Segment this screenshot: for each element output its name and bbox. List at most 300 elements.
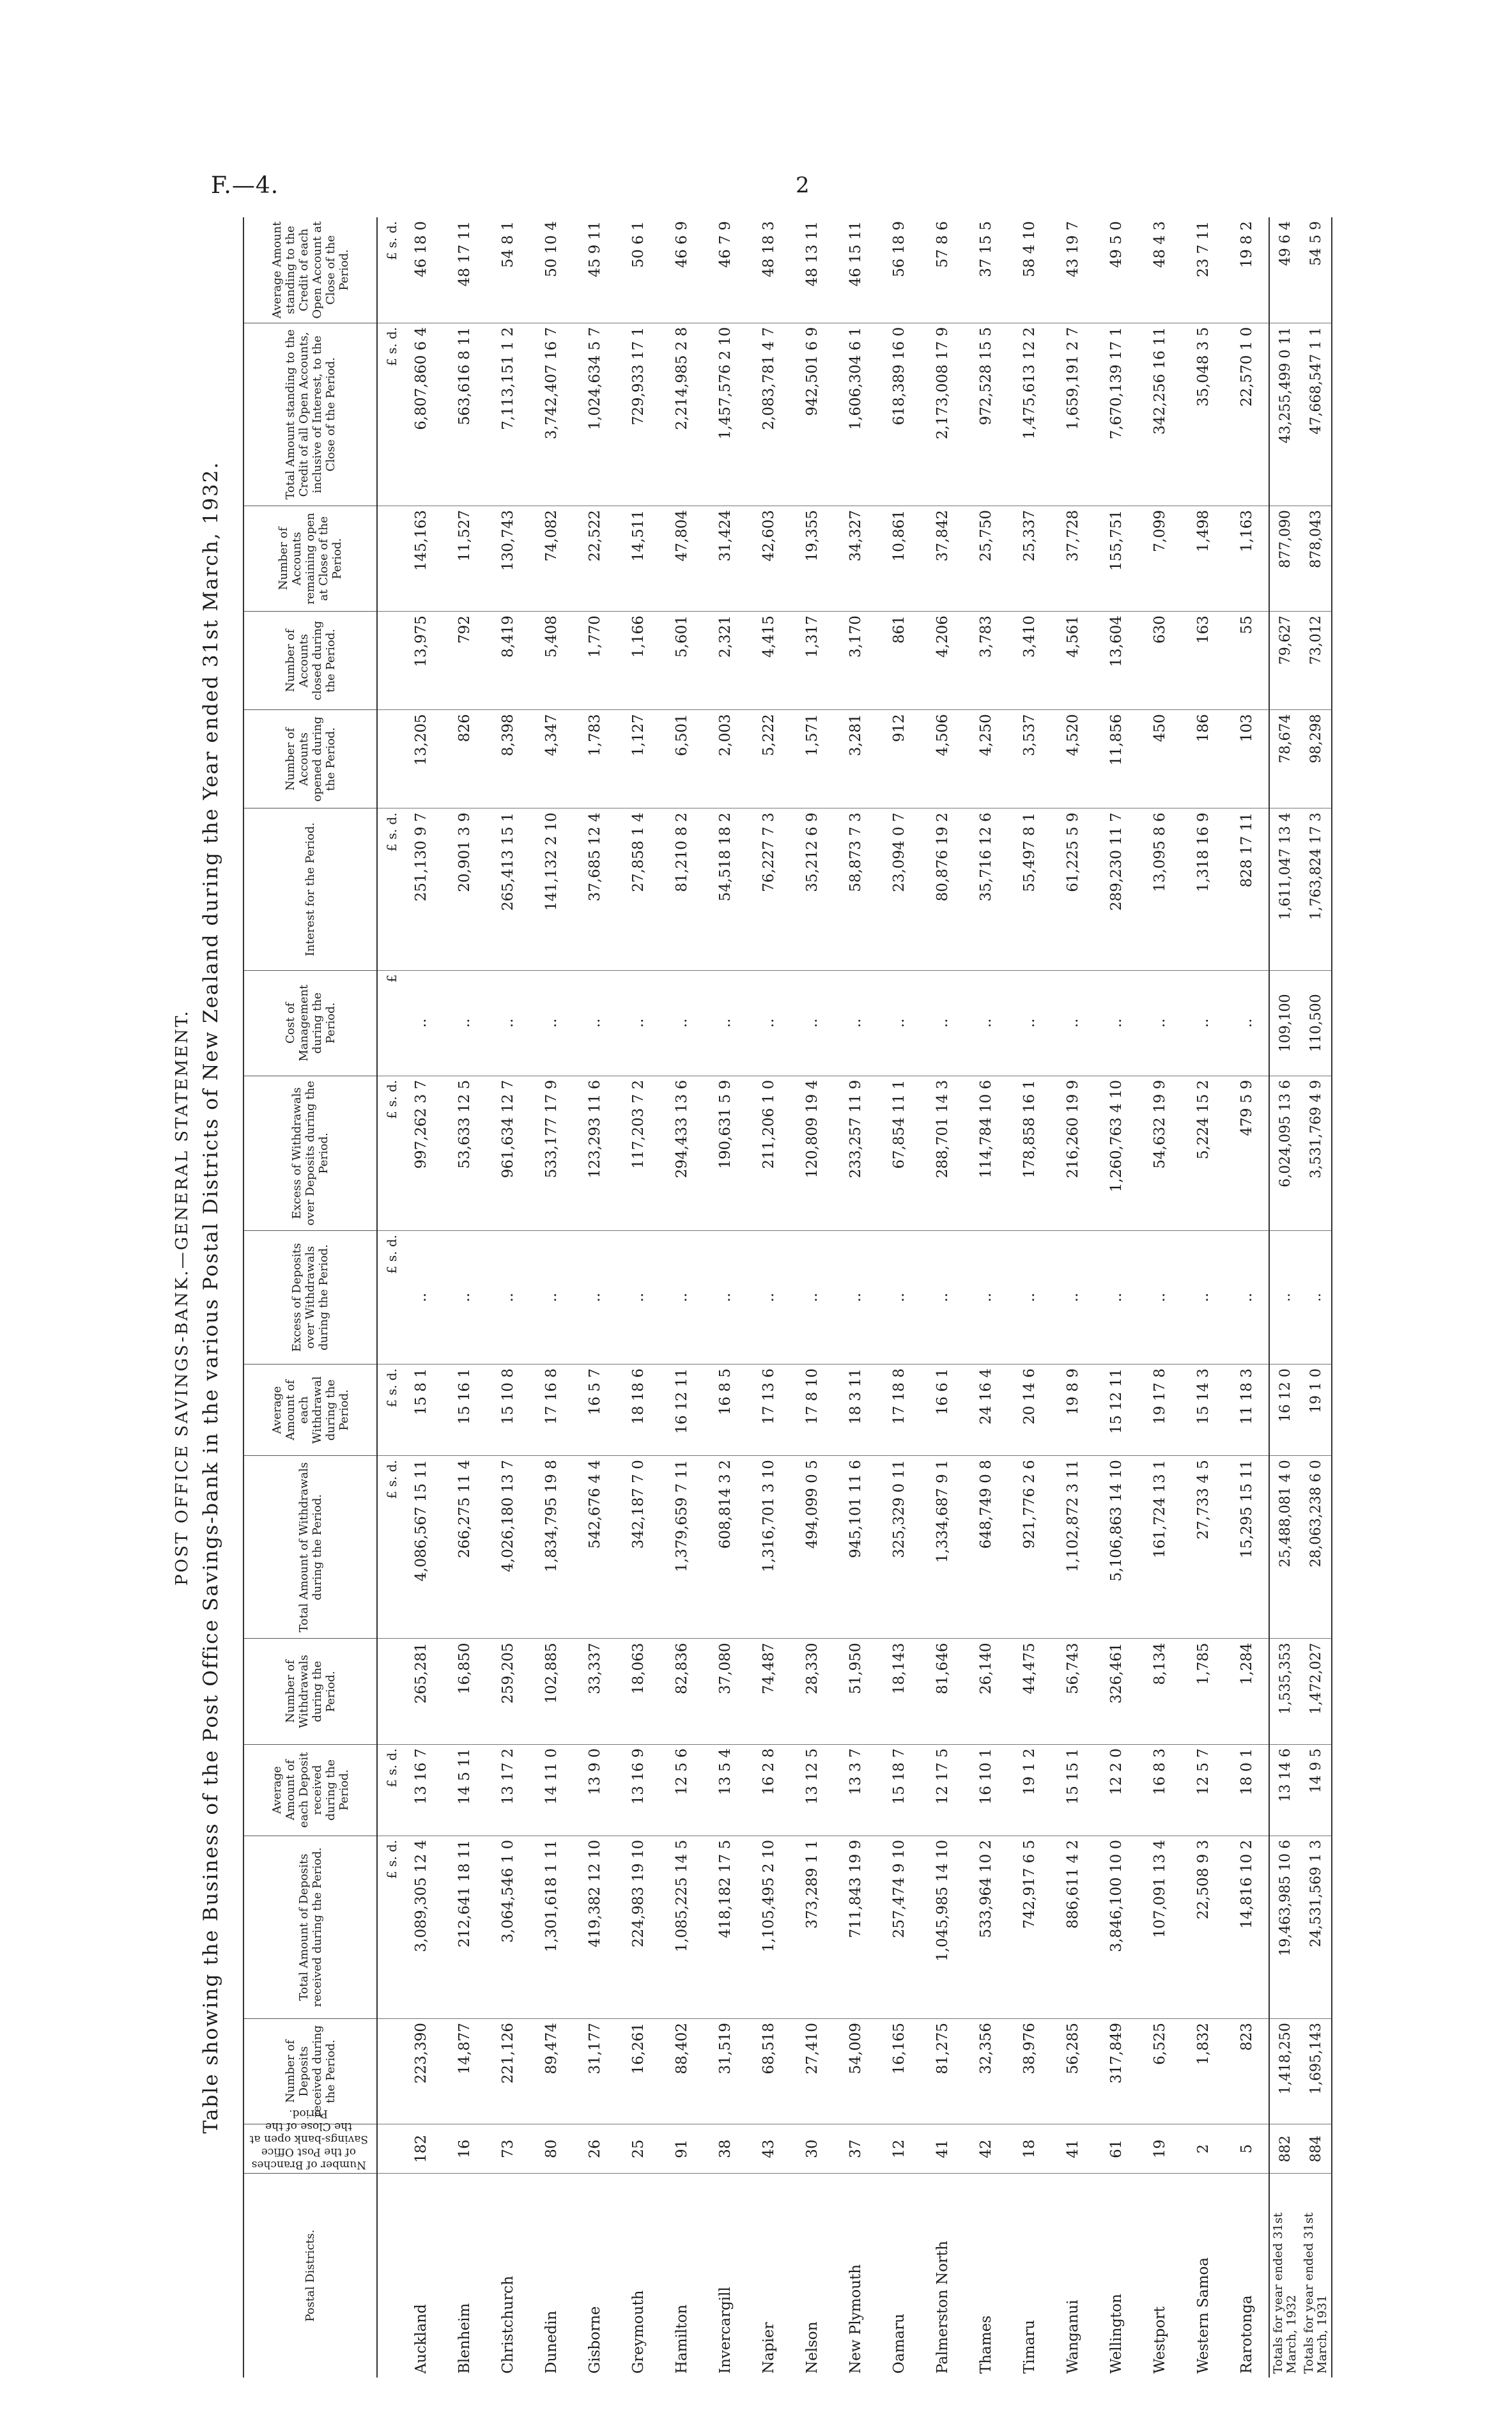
cell-deposit-avg: 15 15 1 — [1051, 1744, 1095, 1836]
cell-deposit-avg: 13 3 7 — [834, 1744, 877, 1836]
cell-closed: 13,604 — [1095, 612, 1138, 710]
totals-row — [1269, 217, 1300, 2378]
header-row — [243, 217, 377, 2378]
totals-label: Totals for year ended 31st March, 1931 — [1300, 2174, 1332, 2378]
col-cost: Cost of Management during the Period. — [243, 970, 377, 1076]
cell-interest: 37,685 12 4 — [573, 808, 617, 970]
cell-remaining: 31,424 — [704, 506, 747, 612]
cell-remaining: 1,163 — [1225, 506, 1269, 612]
cell-withdrawal-avg: 17 18 8 — [877, 1365, 921, 1456]
cell-remaining: 10,861 — [877, 506, 921, 612]
cell-deposits-count: 221,126 — [486, 2019, 530, 2124]
col-remaining: Number of Accounts remaining open at Close of the Period. — [243, 506, 377, 612]
cell-withdrawals-total: 325,329 0 11 — [877, 1456, 921, 1639]
cell-excess-withdrawals: 1,260,763 4 10 — [1095, 1076, 1138, 1230]
cell-deposits-total: 257,474 9 10 — [877, 1836, 921, 2018]
cell-credit-avg: 54 8 1 — [486, 217, 530, 323]
cell-withdrawals-total: 1,834,795 19 8 — [530, 1456, 573, 1639]
cell-opened: 4,520 — [1051, 710, 1095, 808]
total-opened: 78,674 — [1269, 710, 1300, 808]
cell-cost: .. — [1095, 970, 1138, 1076]
cell-excess-withdrawals: 114,784 10 6 — [964, 1076, 1008, 1230]
cell-credit-avg: 46 7 9 — [704, 217, 747, 323]
cell-deposit-avg: 15 18 7 — [877, 1744, 921, 1836]
cell-interest: 35,716 12 6 — [964, 808, 1008, 970]
cell-excess-withdrawals: 211,206 1 0 — [747, 1076, 791, 1230]
cell-deposits-total: 224,983 19 10 — [617, 1836, 660, 2018]
cell-withdrawals-count: 26,140 — [964, 1639, 1008, 1744]
cell-withdrawals-total: 648,749 0 8 — [964, 1456, 1008, 1639]
cell-interest: 55,497 8 1 — [1008, 808, 1051, 970]
cell-deposits-count: 16,261 — [617, 2019, 660, 2124]
col-excess-deposits: Excess of Deposits over Withdrawals during the Period. — [243, 1230, 377, 1364]
cell-excess-deposits: .. — [964, 1230, 1008, 1364]
cell-closed: 1,317 — [791, 612, 834, 710]
cell-remaining: 155,751 — [1095, 506, 1138, 612]
cell-closed: 630 — [1138, 612, 1182, 710]
cell-closed: 3,170 — [834, 612, 877, 710]
cell-credit-total: 618,389 16 0 — [877, 323, 921, 506]
cell-opened: 11,856 — [1095, 710, 1138, 808]
district-name: Christchurch — [500, 2275, 516, 2374]
cell-withdrawal-avg: 15 12 11 — [1095, 1365, 1138, 1456]
table-row — [747, 217, 791, 2378]
cell-withdrawals-total: 27,733 4 5 — [1182, 1456, 1225, 1639]
cell-credit-total: 2,173,008 17 9 — [921, 323, 964, 506]
cell-withdrawals-count: 8,134 — [1138, 1639, 1182, 1744]
cell-excess-deposits: .. — [530, 1230, 573, 1364]
table-row — [704, 217, 747, 2378]
district-name: Timaru — [1021, 2319, 1038, 2374]
cell-deposit-avg: 14 11 0 — [530, 1744, 573, 1836]
rotated-table-sheet — [166, 217, 1461, 2378]
cell-deposits-count: 81,275 — [921, 2019, 964, 2124]
total-branches: 882 — [1269, 2124, 1300, 2174]
col-credit-avg: Average Amount standing to the Credit of each Open Account at Close of the Period. — [243, 217, 377, 323]
cell-opened: 450 — [1138, 710, 1182, 808]
total-deposits-total: 24,531,569 1 3 — [1300, 1836, 1332, 2018]
cell-credit-total: 2,083,781 4 7 — [747, 323, 791, 506]
cell-withdrawal-avg: 24 16 4 — [964, 1365, 1008, 1456]
total-closed: 73,012 — [1300, 612, 1332, 710]
statement-title: POST OFFICE SAVINGS-BANK.—GENERAL STATEMENT. — [173, 1009, 192, 1586]
cell-deposits-total: 886,611 4 2 — [1051, 1836, 1095, 2018]
cell-deposit-avg: 19 1 2 — [1008, 1744, 1051, 1836]
unit-label: £ s. d. — [377, 1365, 399, 1456]
cell-opened: 4,250 — [964, 710, 1008, 808]
col-branches: Number of Branches of the Post Office Savings-bank open at the Close of the Period. — [243, 2124, 377, 2174]
district-name: Auckland — [413, 2304, 429, 2374]
cell-credit-avg: 57 8 6 — [921, 217, 964, 323]
statement-subtitle: Table showing the Business of the Post Office Savings-bank in the various Postal Districts of New Zealand during the Year ended 31st March, 1932. — [199, 461, 222, 2134]
table-row — [486, 217, 530, 2378]
cell-deposits-total: 742,917 6 5 — [1008, 1836, 1051, 2018]
cell-remaining: 42,603 — [747, 506, 791, 612]
cell-cost: .. — [791, 970, 834, 1076]
cell-excess-withdrawals: 288,701 14 3 — [921, 1076, 964, 1230]
cell-deposit-avg: 12 5 7 — [1182, 1744, 1225, 1836]
total-withdrawals-count: 1,472,027 — [1300, 1639, 1332, 1744]
cell-excess-withdrawals: 5,224 15 2 — [1182, 1076, 1225, 1230]
col-deposit-avg: Average Amount of each Deposit received during the Period. — [243, 1744, 377, 1836]
cell-credit-total: 972,528 15 5 — [964, 323, 1008, 506]
cell-deposit-avg: 18 0 1 — [1225, 1744, 1269, 1836]
cell-withdrawal-avg: 16 8 5 — [704, 1365, 747, 1456]
cell-opened: 4,347 — [530, 710, 573, 808]
cell-excess-withdrawals: 216,260 19 9 — [1051, 1076, 1095, 1230]
cell-deposits-total: 14,816 10 2 — [1225, 1836, 1269, 2018]
cell-deposit-avg: 16 8 3 — [1138, 1744, 1182, 1836]
total-credit-avg: 49 6 4 — [1269, 217, 1300, 323]
cell-credit-total: 1,606,304 6 1 — [834, 323, 877, 506]
total-excess-withdrawals: 6,024,095 13 6 — [1269, 1076, 1300, 1230]
cell-deposits-total: 533,964 10 2 — [964, 1836, 1008, 2018]
cell-cost: .. — [443, 970, 486, 1076]
total-credit-total: 47,668,547 1 1 — [1300, 323, 1332, 506]
cell-branches: 2 — [1182, 2124, 1225, 2174]
cell-opened: 103 — [1225, 710, 1269, 808]
table-row — [1051, 217, 1095, 2378]
cell-remaining: 47,804 — [660, 506, 704, 612]
cell-deposits-count: 32,356 — [964, 2019, 1008, 2124]
cell-branches: 43 — [747, 2124, 791, 2174]
cell-withdrawal-avg: 17 16 8 — [530, 1365, 573, 1456]
district-name: Wanganui — [1065, 2300, 1081, 2374]
cell-withdrawals-count: 18,063 — [617, 1639, 660, 1744]
table-row — [1008, 217, 1051, 2378]
cell-closed: 55 — [1225, 612, 1269, 710]
cell-withdrawal-avg: 20 14 6 — [1008, 1365, 1051, 1456]
cell-deposits-total: 212,641 18 11 — [443, 1836, 486, 2018]
cell-withdrawals-total: 494,099 0 5 — [791, 1456, 834, 1639]
cell-interest: 828 17 11 — [1225, 808, 1269, 970]
cell-credit-avg: 56 18 9 — [877, 217, 921, 323]
cell-cost: .. — [399, 970, 443, 1076]
cell-interest: 80,876 19 2 — [921, 808, 964, 970]
total-branches: 884 — [1300, 2124, 1332, 2174]
cell-closed: 4,206 — [921, 612, 964, 710]
cell-closed: 1,770 — [573, 612, 617, 710]
cell-credit-avg: 48 18 3 — [747, 217, 791, 323]
cell-excess-withdrawals: 294,433 13 6 — [660, 1076, 704, 1230]
cell-opened: 8,398 — [486, 710, 530, 808]
page-identifier: F.—4. — [211, 173, 279, 199]
cell-deposits-count: 1,832 — [1182, 2019, 1225, 2124]
cell-opened: 186 — [1182, 710, 1225, 808]
cell-excess-withdrawals: 54,632 19 9 — [1138, 1076, 1182, 1230]
cell-excess-deposits: .. — [486, 1230, 530, 1364]
total-interest: 1,763,824 17 3 — [1300, 808, 1332, 970]
total-excess-deposits: .. — [1300, 1230, 1332, 1364]
cell-credit-total: 729,933 17 1 — [617, 323, 660, 506]
cell-withdrawals-count: 326,461 — [1095, 1639, 1138, 1744]
cell-excess-withdrawals: 233,257 11 9 — [834, 1076, 877, 1230]
cell-deposits-total: 1,045,985 14 10 — [921, 1836, 964, 2018]
cell-opened: 2,003 — [704, 710, 747, 808]
cell-excess-withdrawals: 117,203 7 2 — [617, 1076, 660, 1230]
total-opened: 98,298 — [1300, 710, 1332, 808]
table-row — [834, 217, 877, 2378]
cell-excess-deposits: .. — [1225, 1230, 1269, 1364]
cell-opened: 826 — [443, 710, 486, 808]
cell-deposits-count: 14,877 — [443, 2019, 486, 2124]
district-name: New Plymouth — [847, 2264, 864, 2374]
cell-excess-deposits: .. — [834, 1230, 877, 1364]
cell-opened: 3,537 — [1008, 710, 1051, 808]
unit-label: £ s. d. — [377, 217, 399, 323]
cell-excess-withdrawals: 533,177 17 9 — [530, 1076, 573, 1230]
cell-excess-withdrawals: 997,262 3 7 — [399, 1076, 443, 1230]
totals-label: Totals for year ended 31st March, 1932 — [1269, 2174, 1300, 2378]
table-row — [964, 217, 1008, 2378]
district-name: Blenheim — [456, 2303, 473, 2374]
totals-row — [1300, 217, 1332, 2378]
table-row — [877, 217, 921, 2378]
cell-cost: .. — [530, 970, 573, 1076]
cell-cost: .. — [617, 970, 660, 1076]
cell-remaining: 7,099 — [1138, 506, 1182, 612]
cell-credit-avg: 58 4 10 — [1008, 217, 1051, 323]
cell-cost: .. — [704, 970, 747, 1076]
cell-deposit-avg: 13 5 4 — [704, 1744, 747, 1836]
cell-excess-deposits: .. — [1051, 1230, 1095, 1364]
cell-deposits-count: 317,849 — [1095, 2019, 1138, 2124]
cell-credit-total: 1,024,634 5 7 — [573, 323, 617, 506]
cell-closed: 4,561 — [1051, 612, 1095, 710]
cell-closed: 4,415 — [747, 612, 791, 710]
table-row — [1225, 217, 1269, 2378]
unit-label: £ s. d. — [377, 1076, 399, 1230]
cell-closed: 861 — [877, 612, 921, 710]
cell-withdrawals-count: 51,950 — [834, 1639, 877, 1744]
cell-opened: 1,571 — [791, 710, 834, 808]
cell-branches: 41 — [921, 2124, 964, 2174]
unit-label: £ s. d. — [377, 323, 399, 506]
table-row — [443, 217, 486, 2378]
cell-withdrawal-avg: 15 14 3 — [1182, 1365, 1225, 1456]
cell-remaining: 19,355 — [791, 506, 834, 612]
cell-deposit-avg: 16 2 8 — [747, 1744, 791, 1836]
cell-branches: 42 — [964, 2124, 1008, 2174]
cell-withdrawals-total: 4,026,180 13 7 — [486, 1456, 530, 1639]
total-excess-deposits: .. — [1269, 1230, 1300, 1364]
cell-credit-total: 942,501 6 9 — [791, 323, 834, 506]
total-withdrawals-count: 1,535,353 — [1269, 1639, 1300, 1744]
cell-interest: 251,130 9 7 — [399, 808, 443, 970]
cell-remaining: 145,163 — [399, 506, 443, 612]
cell-opened: 1,127 — [617, 710, 660, 808]
district-name: Gisborne — [587, 2306, 603, 2374]
col-closed: Number of Accounts closed during the Period. — [243, 612, 377, 710]
cell-deposits-count: 16,165 — [877, 2019, 921, 2124]
cell-remaining: 37,728 — [1051, 506, 1095, 612]
cell-remaining: 34,327 — [834, 506, 877, 612]
col-deposits-total: Total Amount of Deposits received during the Period. — [243, 1836, 377, 2018]
cell-excess-withdrawals: 123,293 11 6 — [573, 1076, 617, 1230]
total-cost: 109,100 — [1269, 970, 1300, 1076]
cell-excess-deposits: .. — [747, 1230, 791, 1364]
total-deposit-avg: 13 14 6 — [1269, 1744, 1300, 1836]
cell-deposits-count: 89,474 — [530, 2019, 573, 2124]
cell-withdrawal-avg: 15 16 1 — [443, 1365, 486, 1456]
cell-withdrawals-total: 5,106,863 14 10 — [1095, 1456, 1138, 1639]
cell-credit-total: 3,742,407 16 7 — [530, 323, 573, 506]
cell-withdrawals-total: 608,814 3 2 — [704, 1456, 747, 1639]
cell-withdrawal-avg: 18 18 6 — [617, 1365, 660, 1456]
cell-deposits-total: 3,846,100 10 0 — [1095, 1836, 1138, 2018]
district-name: Hamilton — [674, 2304, 690, 2374]
cell-excess-deposits: .. — [617, 1230, 660, 1364]
col-opened: Number of Accounts opened during the Period. — [243, 710, 377, 808]
col-deposits-count: Number of Deposits received during the Period. — [243, 2019, 377, 2124]
cell-excess-withdrawals: 178,858 16 1 — [1008, 1076, 1051, 1230]
cell-withdrawal-avg: 15 10 8 — [486, 1365, 530, 1456]
cell-excess-withdrawals: 120,809 19 4 — [791, 1076, 834, 1230]
cell-opened: 912 — [877, 710, 921, 808]
cell-deposits-count: 88,402 — [660, 2019, 704, 2124]
cell-credit-avg: 46 15 11 — [834, 217, 877, 323]
cell-deposits-total: 419,382 12 10 — [573, 1836, 617, 2018]
cell-branches: 26 — [573, 2124, 617, 2174]
cell-branches: 80 — [530, 2124, 573, 2174]
cell-interest: 1,318 16 9 — [1182, 808, 1225, 970]
cell-remaining: 11,527 — [443, 506, 486, 612]
cell-deposits-count: 27,410 — [791, 2019, 834, 2124]
cell-remaining: 74,082 — [530, 506, 573, 612]
district-name: Westport — [1152, 2306, 1168, 2374]
district-name: Palmerston North — [934, 2241, 951, 2374]
cell-credit-avg: 48 4 3 — [1138, 217, 1182, 323]
cell-cost: .. — [877, 970, 921, 1076]
total-withdrawal-avg: 19 1 0 — [1300, 1365, 1332, 1456]
cell-deposits-total: 3,064,546 1 0 — [486, 1836, 530, 2018]
cell-interest: 13,095 8 6 — [1138, 808, 1182, 970]
cell-credit-total: 1,659,191 2 7 — [1051, 323, 1095, 506]
table-row — [573, 217, 617, 2378]
col-withdrawal-avg: Average Amount of each Withdrawal during the Period. — [243, 1365, 377, 1456]
col-excess-withdrawals: Excess of Withdrawals over Deposits during the Period. — [243, 1076, 377, 1230]
total-closed: 79,627 — [1269, 612, 1300, 710]
cell-closed: 792 — [443, 612, 486, 710]
cell-opened: 13,205 — [399, 710, 443, 808]
cell-closed: 5,408 — [530, 612, 573, 710]
cell-branches: 91 — [660, 2124, 704, 2174]
cell-cost: .. — [921, 970, 964, 1076]
page-number: 2 — [796, 173, 810, 198]
cell-withdrawals-total: 161,724 13 1 — [1138, 1456, 1182, 1639]
cell-deposits-total: 373,289 1 1 — [791, 1836, 834, 2018]
cell-credit-total: 1,475,613 12 2 — [1008, 323, 1051, 506]
unit-label: £ s. d. — [377, 1230, 399, 1364]
cell-interest: 81,210 8 2 — [660, 808, 704, 970]
total-withdrawals-total: 28,063,238 6 0 — [1300, 1456, 1332, 1639]
unit-label: £ s. d. — [377, 1836, 399, 2018]
general-statement-table — [243, 217, 1332, 2378]
col-credit-total: Total Amount standing to the Credit of all Open Accounts, inclusive of Interest, to the Close of the Period. — [243, 323, 377, 506]
cell-cost: .. — [1138, 970, 1182, 1076]
cell-credit-avg: 23 7 11 — [1182, 217, 1225, 323]
cell-remaining: 1,498 — [1182, 506, 1225, 612]
cell-deposits-total: 1,085,225 14 5 — [660, 1836, 704, 2018]
cell-credit-avg: 48 17 11 — [443, 217, 486, 323]
table-row — [791, 217, 834, 2378]
cell-branches: 5 — [1225, 2124, 1269, 2174]
cell-withdrawal-avg: 15 8 1 — [399, 1365, 443, 1456]
unit-label: £ s. d. — [377, 1456, 399, 1639]
cell-deposits-total: 418,182 17 5 — [704, 1836, 747, 2018]
cell-closed: 1,166 — [617, 612, 660, 710]
cell-deposits-count: 54,009 — [834, 2019, 877, 2124]
cell-closed: 13,975 — [399, 612, 443, 710]
cell-deposits-total: 1,105,495 2 10 — [747, 1836, 791, 2018]
cell-deposits-count: 6,525 — [1138, 2019, 1182, 2124]
cell-withdrawals-count: 1,284 — [1225, 1639, 1269, 1744]
cell-deposit-avg: 12 17 5 — [921, 1744, 964, 1836]
cell-excess-withdrawals: 67,854 11 1 — [877, 1076, 921, 1230]
cell-remaining: 37,842 — [921, 506, 964, 612]
units-row — [377, 217, 399, 2378]
cell-withdrawal-avg: 16 5 7 — [573, 1365, 617, 1456]
cell-opened: 3,281 — [834, 710, 877, 808]
total-deposit-avg: 14 9 5 — [1300, 1744, 1332, 1836]
cell-deposit-avg: 12 2 0 — [1095, 1744, 1138, 1836]
cell-withdrawals-total: 542,676 4 4 — [573, 1456, 617, 1639]
cell-interest: 54,518 18 2 — [704, 808, 747, 970]
cell-remaining: 14,511 — [617, 506, 660, 612]
cell-closed: 8,419 — [486, 612, 530, 710]
cell-credit-avg: 49 5 0 — [1095, 217, 1138, 323]
cell-opened: 6,501 — [660, 710, 704, 808]
col-withdrawals-total: Total Amount of Withdrawals during the Period. — [243, 1456, 377, 1639]
cell-deposit-avg: 13 16 9 — [617, 1744, 660, 1836]
unit-label: £ s. d. — [377, 1744, 399, 1836]
cell-withdrawals-total: 266,275 11 4 — [443, 1456, 486, 1639]
cell-excess-withdrawals: 53,633 12 5 — [443, 1076, 486, 1230]
cell-credit-avg: 46 6 9 — [660, 217, 704, 323]
cell-credit-total: 22,570 1 0 — [1225, 323, 1269, 506]
cell-opened: 5,222 — [747, 710, 791, 808]
cell-deposit-avg: 14 5 11 — [443, 1744, 486, 1836]
cell-excess-deposits: .. — [443, 1230, 486, 1364]
cell-withdrawal-avg: 17 8 10 — [791, 1365, 834, 1456]
cell-deposits-total: 1,301,618 1 11 — [530, 1836, 573, 2018]
cell-branches: 30 — [791, 2124, 834, 2174]
cell-cost: .. — [834, 970, 877, 1076]
cell-cost: .. — [486, 970, 530, 1076]
cell-branches: 73 — [486, 2124, 530, 2174]
cell-excess-deposits: .. — [921, 1230, 964, 1364]
cell-interest: 27,858 1 4 — [617, 808, 660, 970]
cell-remaining: 130,743 — [486, 506, 530, 612]
cell-deposits-count: 31,177 — [573, 2019, 617, 2124]
table-row — [1095, 217, 1138, 2378]
cell-withdrawals-total: 1,379,659 7 11 — [660, 1456, 704, 1639]
cell-withdrawal-avg: 19 17 8 — [1138, 1365, 1182, 1456]
table-row — [921, 217, 964, 2378]
col-interest: Interest for the Period. — [243, 808, 377, 970]
table-row — [660, 217, 704, 2378]
table-row — [530, 217, 573, 2378]
cell-branches: 41 — [1051, 2124, 1095, 2174]
cell-deposit-avg: 12 5 6 — [660, 1744, 704, 1836]
cell-credit-avg: 37 15 5 — [964, 217, 1008, 323]
cell-remaining: 25,337 — [1008, 506, 1051, 612]
cell-excess-withdrawals: 479 5 9 — [1225, 1076, 1269, 1230]
cell-branches: 25 — [617, 2124, 660, 2174]
cell-cost: .. — [1008, 970, 1051, 1076]
cell-opened: 1,783 — [573, 710, 617, 808]
cell-closed: 3,783 — [964, 612, 1008, 710]
